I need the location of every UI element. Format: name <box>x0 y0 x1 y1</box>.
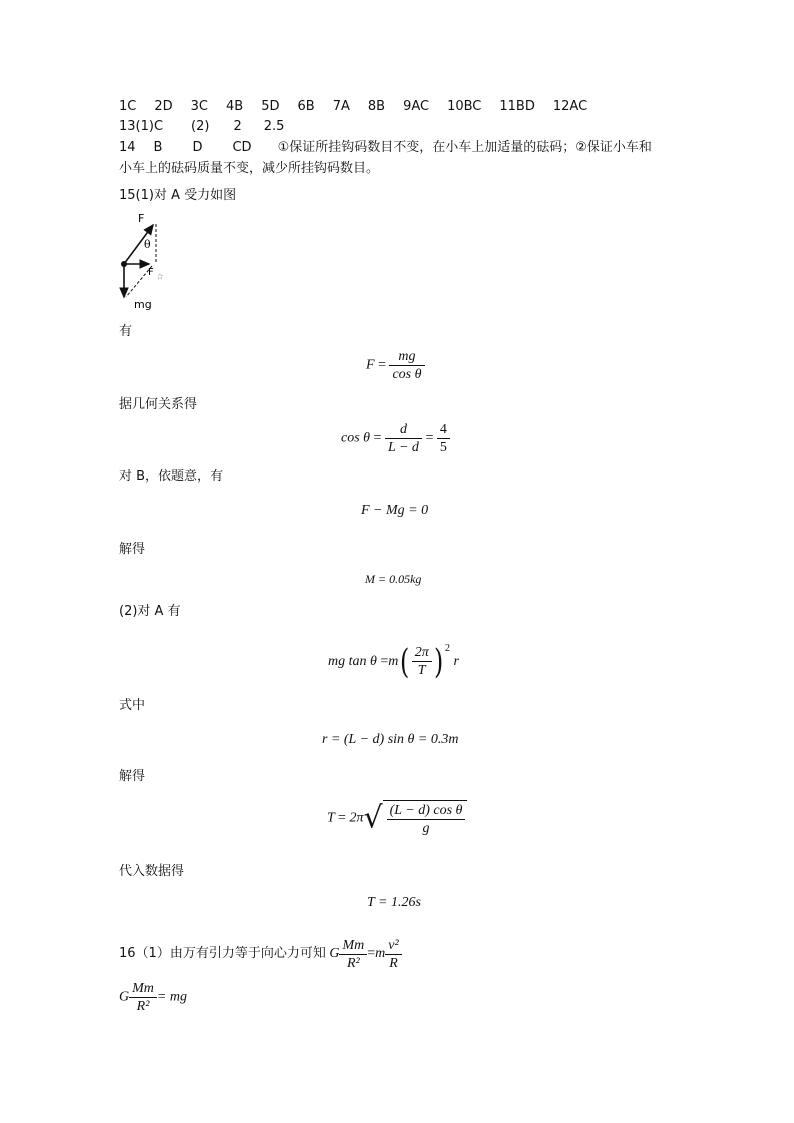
q16-eq2 <box>119 980 187 1015</box>
answer-1: 1C <box>119 99 137 114</box>
q15-sub: 代入数据得 <box>119 864 185 879</box>
q14-line2: 小车上的砝码质量不变，减少所挂钩码数目。 <box>119 161 380 176</box>
q16-eq1-fraction1 <box>339 937 367 972</box>
q16-eq1-eq: = <box>367 946 376 962</box>
q15-where: 式中 <box>119 698 146 713</box>
q16-eq2-rhs: = mg <box>156 989 187 1005</box>
eq5-r: r <box>453 654 459 669</box>
eq7-lhs: T <box>327 810 335 826</box>
eq7-eq: = <box>338 810 346 826</box>
q16-eq1-G: G <box>329 946 340 962</box>
eq5-lhs: mg tan θ <box>328 654 377 669</box>
label-theta: θ <box>144 238 151 251</box>
eq2-num: d <box>385 421 422 439</box>
eq2-den2: 5 <box>439 440 447 455</box>
q15-eq8: T = 1.26s <box>367 895 421 910</box>
q14-answer1: B <box>153 140 163 155</box>
q16-eq1-den2: R <box>389 955 398 971</box>
eq1-den: cos θ <box>392 367 422 382</box>
q15-solve2: 解得 <box>119 769 146 784</box>
q15-eq3: F − Mg = 0 <box>361 503 429 518</box>
answers-row <box>119 99 587 115</box>
eq7-coef: 2π <box>349 810 364 826</box>
answer-9: 9AC <box>403 99 430 114</box>
eq5-fraction <box>412 644 432 679</box>
q16-eq1-num: Mm <box>339 937 367 955</box>
answer-10: 10BC <box>447 99 482 114</box>
eq2-den: L − d <box>387 440 419 455</box>
answer-7: 7A <box>332 99 350 114</box>
q13-part2: (2) <box>191 119 210 134</box>
eq7-den: g <box>422 821 430 836</box>
eq5-m: m <box>388 654 399 669</box>
force-diagram-svg <box>112 208 182 312</box>
q16-intro: 16（1）由万有引力等于向心力可知 <box>119 946 326 961</box>
q13-line <box>119 119 284 135</box>
label-Fhe: F <box>148 267 154 278</box>
label-he-sub: 合 <box>157 274 164 281</box>
q15-eq4: M = 0.05kg <box>365 572 422 586</box>
eq5-den: T <box>417 663 426 679</box>
q16-eq1-fraction2 <box>385 937 401 972</box>
eq1-num: mg <box>389 348 424 366</box>
answer-6: 6B <box>297 99 315 114</box>
q15-eq5 <box>328 640 459 682</box>
answer-11: 11BD <box>499 99 535 114</box>
eq2-eq2: = <box>425 430 434 446</box>
q16-eq2-num: Mm <box>129 980 157 998</box>
q15-solve1: 解得 <box>119 542 146 557</box>
eq5-num: 2π <box>412 644 432 662</box>
label-F: F <box>138 212 145 225</box>
q16-eq2-fraction <box>129 980 157 1015</box>
q13-value1: 2 <box>233 119 242 134</box>
q16-line1 <box>119 934 402 975</box>
q15-eq6: r = (L − d) sin θ = 0.3m <box>322 732 459 747</box>
q14-answer3: CD <box>232 140 252 155</box>
q16-eq1-num2: v² <box>385 937 401 955</box>
q15-part2: (2)对 A 有 <box>119 604 181 619</box>
force-diagram <box>112 208 182 312</box>
q15-forB: 对 B，依题意，有 <box>119 469 224 484</box>
answer-2: 2D <box>154 99 173 114</box>
eq7-num: (L − d) cos θ <box>387 802 466 820</box>
label-mg: mg <box>134 298 152 311</box>
point-A <box>121 261 127 267</box>
q16-eq1-den: R² <box>346 955 360 971</box>
q15-geo: 据几何关系得 <box>119 397 198 412</box>
q15-eq1 <box>366 348 425 383</box>
answer-5: 5D <box>261 99 280 114</box>
answer-8: 8B <box>367 99 386 114</box>
q15-eq7 <box>327 800 467 837</box>
eq1-lhs: F <box>366 357 375 373</box>
eq2-fraction2 <box>437 421 450 456</box>
eq1-eq: = <box>378 357 386 373</box>
sqrt-icon: √ <box>363 800 383 836</box>
eq5-lparen: ( <box>400 641 410 682</box>
q15-eq2 <box>341 421 450 456</box>
answer-12: 12AC <box>552 99 588 114</box>
q16-eq2-G: G <box>119 989 130 1005</box>
q13-value2: 2.5 <box>263 119 285 134</box>
q15-you: 有 <box>119 324 133 339</box>
q14-answer2: D <box>192 140 203 155</box>
answer-4: 4B <box>226 99 244 114</box>
q15-intro: 15(1)对 A 受力如图 <box>119 188 237 203</box>
eq2-num2: 4 <box>437 421 450 439</box>
q16-eq2-den: R² <box>136 999 150 1014</box>
eq1-fraction <box>389 348 424 383</box>
eq7-radicand <box>383 800 468 837</box>
eq7-fraction <box>387 802 466 837</box>
eq5-eq: = <box>380 654 389 669</box>
eq2-eq: = <box>373 430 382 446</box>
q14-label: 14 <box>119 140 136 155</box>
q16-eq1-m: m <box>375 946 386 962</box>
q14-text1: ①保证所挂钩码数目不变，在小车上加适量的砝码；②保证小车和 <box>277 140 652 155</box>
q14-line1 <box>119 140 652 156</box>
answer-3: 3C <box>190 99 208 114</box>
eq2-lhs: cos θ <box>341 430 371 446</box>
eq2-fraction1 <box>385 421 422 456</box>
q16-eq1 <box>326 937 402 971</box>
eq5-rparen: ) <box>433 641 443 682</box>
eq5-pow: 2 <box>444 643 450 654</box>
q13-label: 13(1)C <box>119 119 164 134</box>
